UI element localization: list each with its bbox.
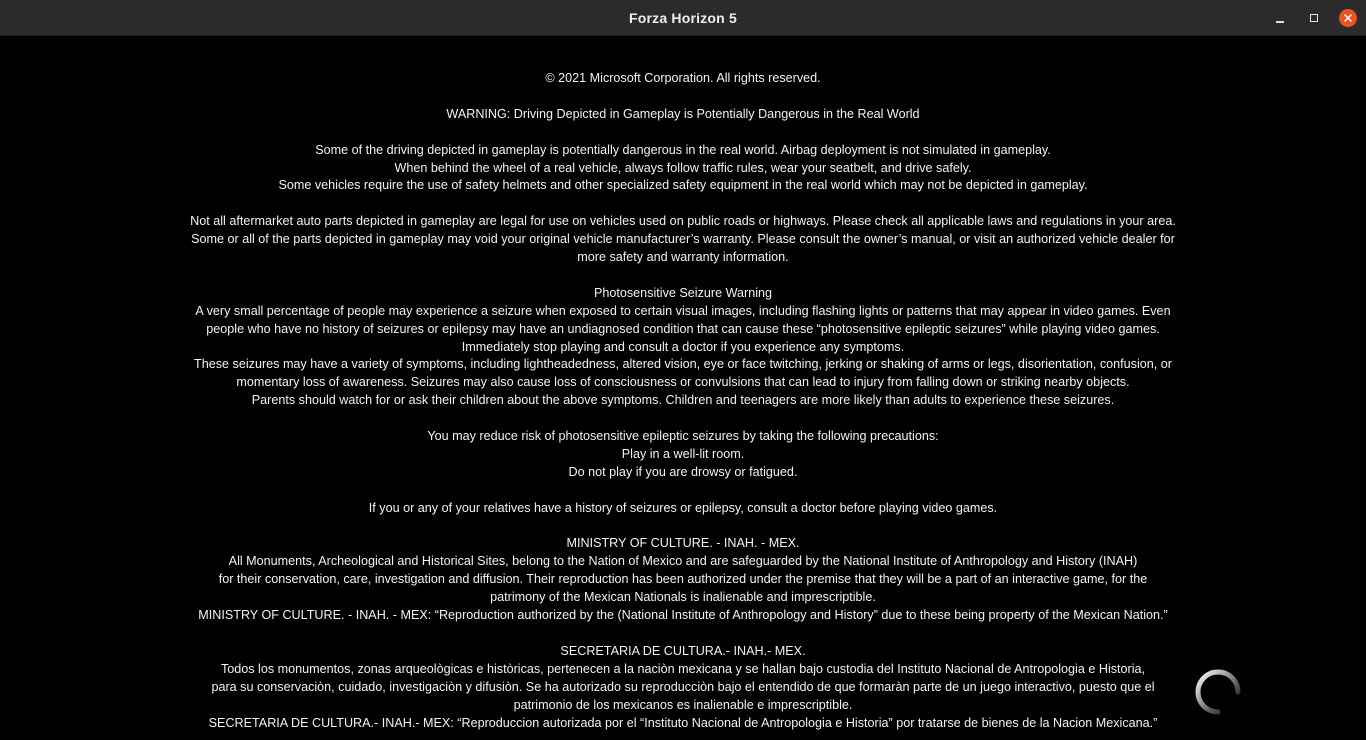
driving-warning-line: When behind the wheel of a real vehicle, always follow traffic rules, wear your seatbelt, and drive safely. xyxy=(394,160,972,175)
secretaria-title: SECRETARIA DE CULTURA.- INAH.- MEX. xyxy=(560,643,806,658)
driving-warning-title: WARNING: Driving Depicted in Gameplay is Potentially Dangerous in the Real World xyxy=(446,106,920,121)
window-titlebar[interactable] xyxy=(0,0,1366,36)
seizure-warning-title: Photosensitive Seizure Warning xyxy=(593,285,773,300)
ministry-line: patrimony of the Mexican Nationals is inalienable and imprescriptible. xyxy=(490,590,876,605)
relatives-warning: If you or any of your relatives have a history of seizures or epilepsy, consult a doctor before playing video games. xyxy=(368,500,998,515)
seizure-warning-line: Parents should watch for or ask their children about the above symptoms. Children and teenagers are more likely than adults to experience these seizures. xyxy=(251,393,1115,408)
driving-warning-line: Some of the driving depicted in gameplay is potentially dangerous in the real world. Airbag deployment is not simulated in gameplay. xyxy=(315,142,1051,157)
secretaria-line: patrimonio de los mexicanos es inalienable e imprescriptible. xyxy=(513,697,853,712)
close-icon xyxy=(1339,9,1357,27)
seizure-warning-line: These seizures may have a variety of symptoms, including lightheadedness, altered vision, eye or face twitching, jerking or shaking of arms or legs, disorientation, confusion, or xyxy=(194,357,1172,372)
ministry-title: MINISTRY OF CULTURE. - INAH. - MEX. xyxy=(566,536,800,551)
seizure-warning-line: A very small percentage of people may experience a seizure when exposed to certain visual images, including flashing lights or patterns that may appear in video games. Even xyxy=(195,303,1171,318)
ministry-line: MINISTRY OF CULTURE. - INAH. - MEX: “Reproduction authorized by the (National Institute of Anthropology and History” due to these being property of the Mexican Nation.” xyxy=(198,608,1168,623)
copyright-text: © 2021 Microsoft Corporation. All rights reserved. xyxy=(545,71,821,85)
maximize-icon xyxy=(1310,14,1318,22)
minimize-button[interactable] xyxy=(1270,8,1290,28)
aftermarket-line: more safety and warranty information. xyxy=(577,250,789,265)
precautions-line: You may reduce risk of photosensitive epileptic seizures by taking the following precautions: xyxy=(427,429,939,444)
aftermarket-line: Not all aftermarket auto parts depicted in gameplay are legal for use on vehicles used on public roads or highways. Please check all applicable laws and regulations in your area. xyxy=(190,214,1176,229)
precautions-line: Do not play if you are drowsy or fatigued. xyxy=(568,464,798,479)
minimize-icon xyxy=(1276,13,1284,23)
secretaria-line: Todos los monumentos, zonas arqueològicas e històricas, pertenecen a la naciòn mexicana y se hallan bajo custodia del Instituto Nacional de Antropologia e Historia, xyxy=(220,661,1146,676)
precautions-line: Play in a well-lit room. xyxy=(621,446,745,461)
seizure-warning-line: Immediately stop playing and consult a doctor if you experience any symptoms. xyxy=(461,339,905,354)
window-title: Forza Horizon 5 xyxy=(628,10,737,26)
secretaria-line: SECRETARIA DE CULTURA.- INAH.- MEX: “Reproduccion autorizada por el “Instituto Nacional de Antropologia e Historia” por tratarse de bienes de la Nacion Mexicana.” xyxy=(208,715,1158,730)
aftermarket-line: Some or all of the parts depicted in gameplay may void your original vehicle manufacturer’s warranty. Please consult the owner’s manual, or visit an authorized vehicle dealer for xyxy=(191,232,1175,247)
seizure-warning-line: momentary loss of awareness. Seizures may also cause loss of consciousness or convulsions that can lead to injury from falling down or striking nearby objects. xyxy=(236,375,1130,390)
maximize-button[interactable] xyxy=(1304,8,1324,28)
ministry-line: All Monuments, Archeological and Historical Sites, belong to the Nation of Mexico and are safeguarded by the National Institute of Anthropology and History (INAH) xyxy=(228,554,1138,569)
driving-warning-line: Some vehicles require the use of safety helmets and other specialized safety equipment in the real world which may not be depicted in gameplay. xyxy=(278,178,1088,193)
loading-spinner-icon xyxy=(1194,668,1242,716)
seizure-warning-line: people who have no history of seizures or epilepsy may have an undiagnosed condition that can cause these “photosensitive epileptic seizures” while playing video games. xyxy=(206,321,1160,336)
secretaria-line: para su conservaciòn, cuidado, investigaciòn y difusiòn. Se ha autorizado su reproducciòn bajo el entendido de que formaràn parte de un juego interactivo, puesto que el xyxy=(211,679,1155,694)
close-button[interactable] xyxy=(1338,8,1358,28)
legal-notice xyxy=(0,70,1366,732)
ministry-line: for their conservation, care, investigation and diffusion. Their reproduction has been authorized under the premise that they will be a part of an interactive game, for the xyxy=(218,572,1148,587)
